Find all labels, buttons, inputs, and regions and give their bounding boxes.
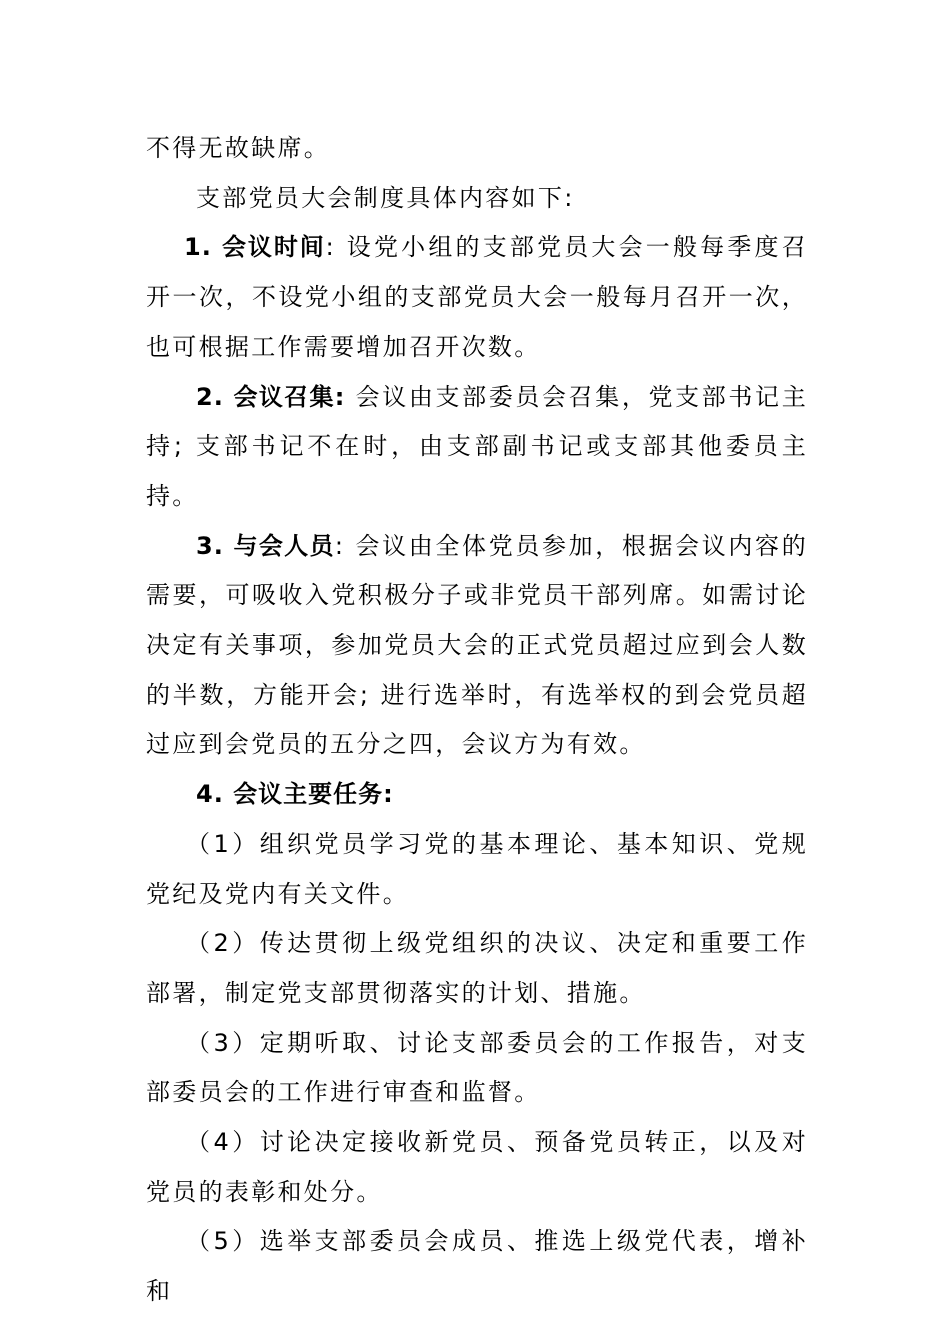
- paragraph-meeting-time: [146, 223, 808, 372]
- list-item-task-1: （1）组织党员学习党的基本理论、基本知识、党规党纪及党内有关文件。: [146, 829, 808, 908]
- paragraph-attendance: 不得无故缺席。: [146, 134, 331, 162]
- document-body: [146, 124, 808, 1317]
- paragraph-intro: 支部党员大会制度具体内容如下:: [196, 183, 575, 212]
- heading-meeting-time: 1. 会议时间: [184, 233, 326, 262]
- list-item-task-2: （2）传达贯彻上级党组织的决议、决定和重要工作部署，制定党支部贯彻落实的计划、措施。: [146, 929, 808, 1007]
- heading-main-tasks: 4. 会议主要任务:: [196, 780, 394, 809]
- body-meeting-time: : 设党小组的支部党员大会一般每季度召开一次，不设党小组的支部党员大会一般每月召开一次，也可根据工作需要增加召开次数。: [146, 233, 809, 361]
- list-item-task-5: （5）选举支部委员会成员、推选上级党代表，增补和: [146, 1227, 808, 1306]
- list-item-task-3: （3）定期听取、讨论支部委员会的工作报告，对支部委员会的工作进行审查和监督。: [146, 1028, 808, 1107]
- heading-attendees: 3. 与会人员: [196, 531, 335, 560]
- paragraph-meeting-convening: [146, 373, 808, 522]
- body-attendees: : 会议由全体党员参加，根据会议内容的需要，可吸收入党积极分子或非党员干部列席。如需讨论决定有关事项，参加党员大会的正式党员超过应到会人数的半数，方能开会; 进行选举时，有选举权的到会党员超过应到会党员的五分之四，会议方为有效。: [146, 531, 808, 759]
- heading-meeting-convening: 2. 会议召集:: [196, 382, 346, 411]
- paragraph-main-tasks: [146, 770, 808, 820]
- list-item-task-4: （4）讨论决定接收新党员、预备党员转正，以及对党员的表彰和处分。: [146, 1128, 808, 1206]
- body-meeting-convening: 会议由支部委员会召集，党支部书记主持; 支部书记不在时，由支部副书记或支部其他委员主持。: [146, 382, 808, 510]
- paragraph-attendees: [146, 522, 808, 771]
